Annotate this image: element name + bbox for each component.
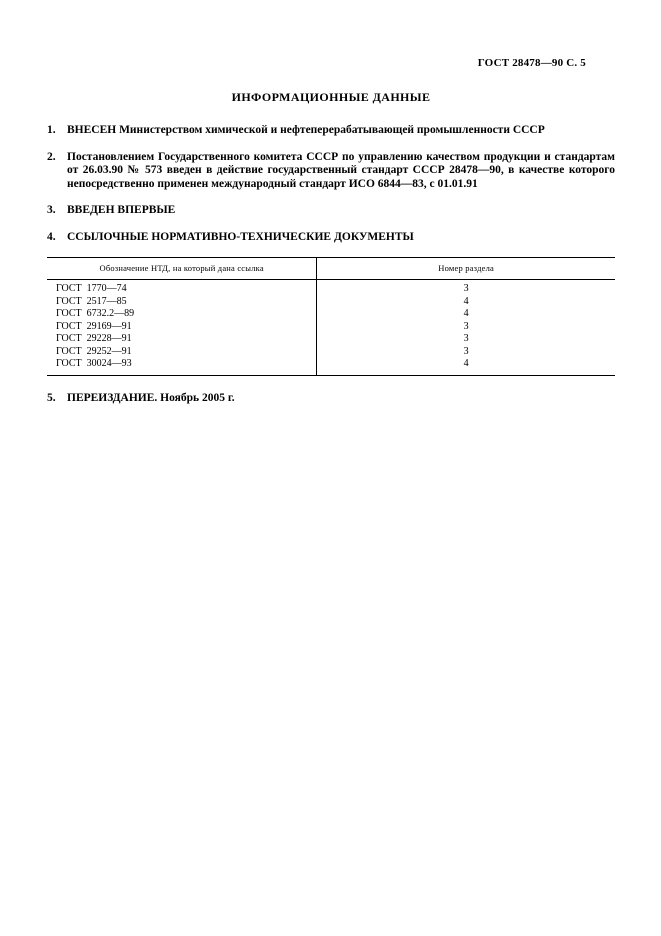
item-number: 3. — [47, 204, 56, 216]
table-cell-ntd: ГОСТ 29228—91 — [47, 333, 317, 346]
table-header-ntd: Обозначение НТД, на который дана ссылка — [47, 258, 317, 280]
table-header-row — [47, 258, 615, 280]
table-row — [47, 321, 615, 334]
table-row — [47, 280, 615, 296]
table-cell-section: 4 — [463, 308, 469, 319]
table-row — [47, 296, 615, 309]
table-cell-section: 4 — [463, 295, 469, 307]
info-item-3 — [47, 204, 615, 218]
info-item-5 — [47, 392, 615, 406]
table-cell-ntd: ГОСТ 1770—74 — [47, 280, 317, 296]
item-number: 1. — [47, 124, 56, 136]
item-text: ПЕРЕИЗДАНИЕ. Ноябрь 2005 г. — [67, 391, 235, 404]
table-cell-ntd: ГОСТ 29169—91 — [47, 321, 317, 334]
table-row — [47, 346, 615, 359]
ntd-reference-table — [47, 257, 615, 376]
table-cell-ntd: ГОСТ 2517—85 — [47, 296, 317, 309]
item-text: ВВЕДЕН ВПЕРВЫЕ — [67, 204, 176, 216]
table-cell-section: 4 — [463, 358, 469, 369]
table-cell-ntd: ГОСТ 29252—91 — [47, 346, 317, 359]
table-cell-section: 3 — [463, 333, 469, 344]
table-header-section: Номер раздела — [317, 258, 615, 280]
item-text: ССЫЛОЧНЫЕ НОРМАТИВНО-ТЕХНИЧЕСКИЕ ДОКУМЕНТЫ — [67, 230, 414, 243]
table-row — [47, 358, 615, 375]
info-item-4 — [47, 231, 615, 245]
item-number: 2. — [47, 150, 56, 163]
table-cell-ntd: ГОСТ 6732.2—89 — [47, 308, 317, 321]
table-row — [47, 308, 615, 321]
item-number: 4. — [47, 230, 56, 243]
table-cell-section: 3 — [463, 345, 469, 357]
item-text: Постановлением Государственного комитета СССР по управлению качеством продукции и стандартам от 26.03.90 № 573 введен в действие государственный стандарт СССР 28478—90, в качестве которого непосредственно применен международный стандарт ИСО 6844—83, с 01.01.91 — [67, 150, 615, 190]
item-text: ВНЕСЕН Министерством химической и нефтеперерабатывающей промышленности СССР — [67, 124, 545, 136]
document-title: ИНФОРМАЦИОННЫЕ ДАННЫЕ — [231, 90, 431, 104]
table-head — [47, 258, 615, 280]
table-cell-section: 3 — [463, 283, 469, 294]
info-item-2 — [47, 151, 615, 192]
table-cell-ntd: ГОСТ 30024—93 — [47, 358, 317, 375]
item-number: 5. — [47, 391, 56, 404]
page-header: ГОСТ 28478—90 С. 5 — [477, 57, 586, 69]
page-content — [0, 0, 661, 405]
info-items — [47, 124, 615, 405]
table-cell-section: 3 — [463, 320, 469, 332]
info-item-1 — [47, 124, 615, 138]
table-body — [47, 280, 615, 376]
table-row — [47, 333, 615, 346]
